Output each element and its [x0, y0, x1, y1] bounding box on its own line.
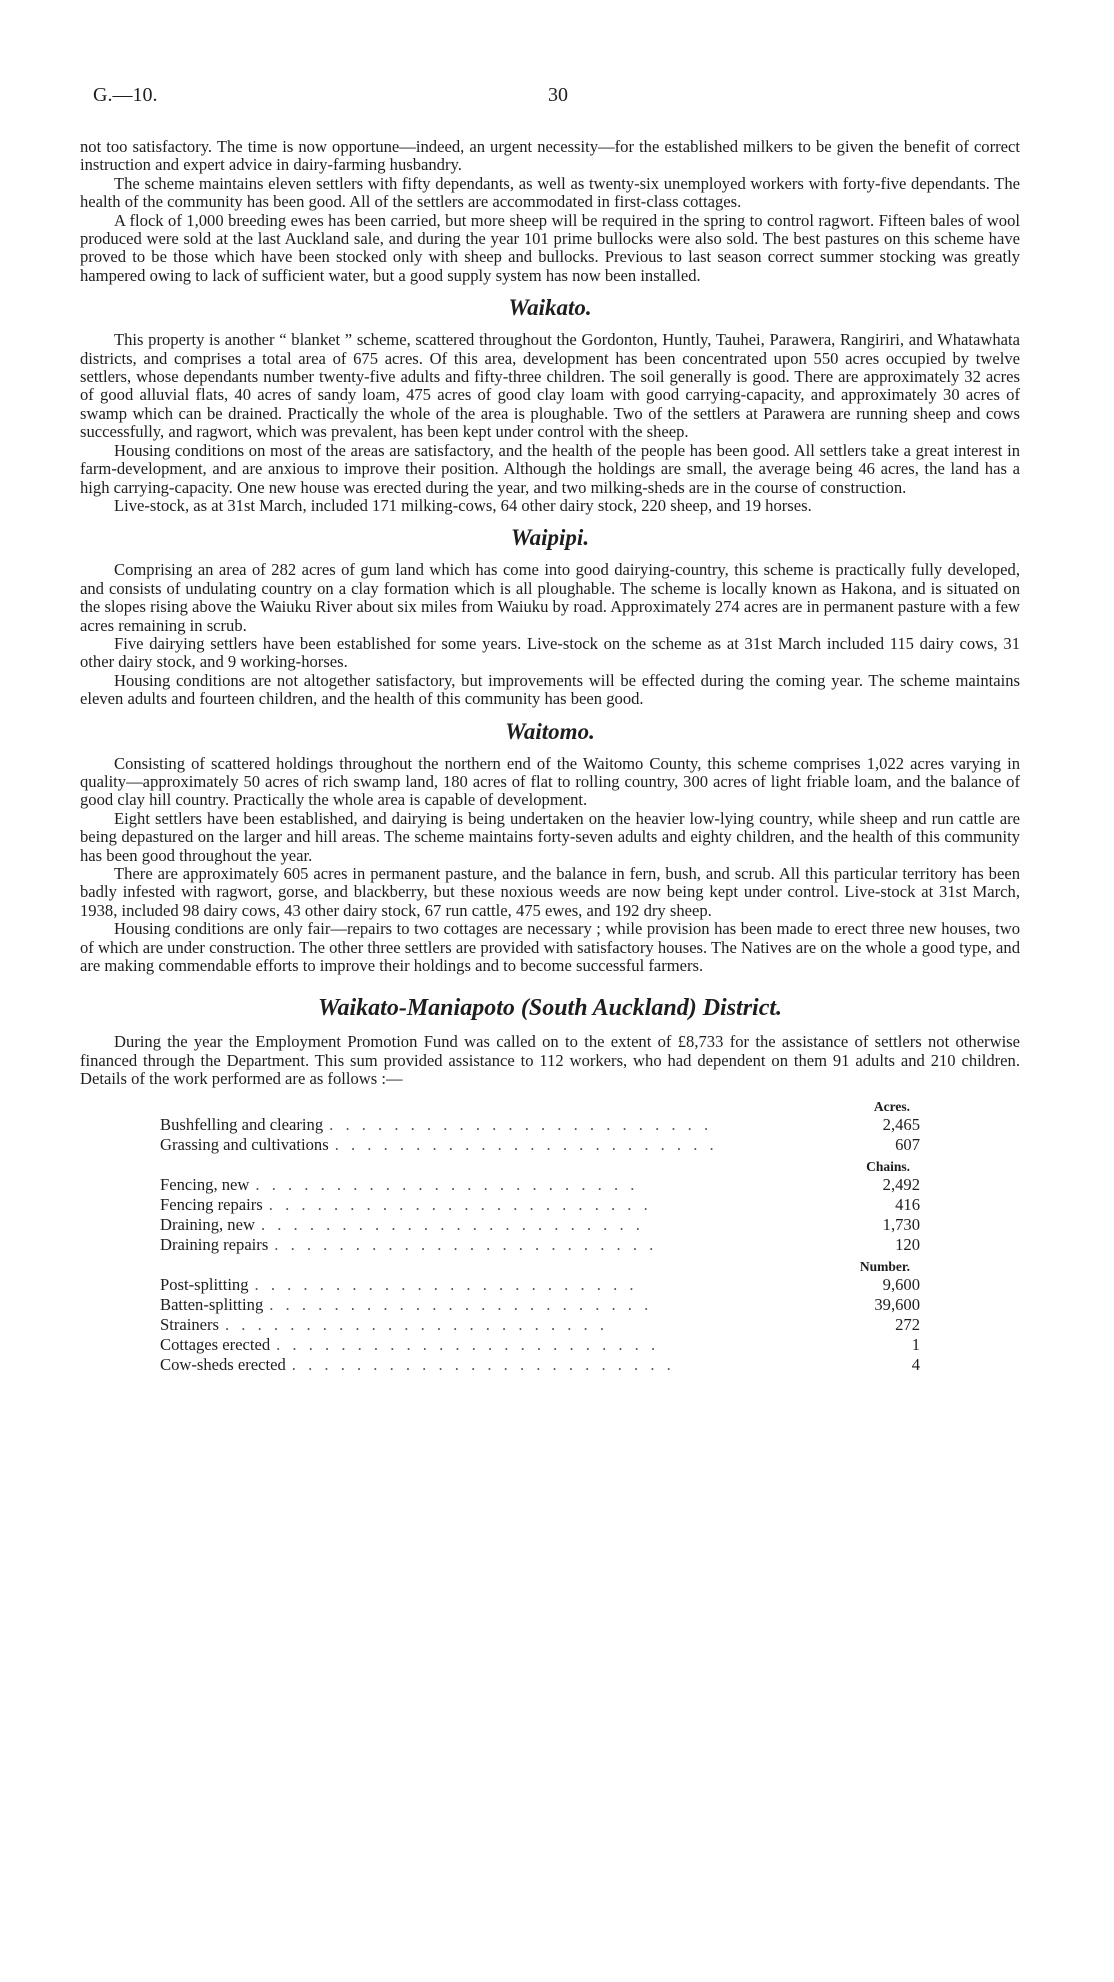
section-heading-waitomo: Waitomo. [505, 718, 595, 744]
works-group-number [160, 1259, 920, 1375]
works-group-acres [160, 1099, 920, 1155]
dot-leader [269, 1295, 822, 1315]
works-table [160, 1099, 920, 1375]
page-number: 30 [548, 84, 568, 106]
works-row-label: Fencing, new [160, 1174, 250, 1194]
intro-paragraph-2: The scheme maintains eleven settlers with fifty dependants, as well as twenty-six unemployed workers with forty-five dependants. The health of the community has been good. All of the settlers are accommodated in first-class cottages. [80, 173, 1020, 212]
works-row-label: Grassing and cultivations [160, 1134, 329, 1154]
works-row [160, 1275, 920, 1295]
works-row [160, 1315, 920, 1335]
works-row-label: Batten-splitting [160, 1294, 264, 1314]
dot-leader [276, 1335, 822, 1355]
dot-leader [261, 1215, 822, 1235]
works-row-label: Strainers [160, 1314, 219, 1334]
dot-leader [269, 1195, 822, 1215]
works-row-label: Fencing repairs [160, 1194, 263, 1214]
works-row-value: 272 [895, 1314, 920, 1334]
works-row [160, 1115, 920, 1135]
works-row-label: Post-splitting [160, 1274, 249, 1294]
works-row-value: 607 [895, 1134, 920, 1154]
running-header [93, 84, 1023, 114]
works-row-value: 416 [895, 1194, 920, 1214]
works-row-value: 120 [895, 1234, 920, 1254]
works-row [160, 1135, 920, 1155]
waitomo-paragraph-3: There are approximately 605 acres in permanent pasture, and the balance in fern, bush, and scrub. All this particular territory has been badly infested with ragwort, gorse, and blackberry, but these noxious weeds are now being kept under control. Live-stock at 31st March, 1938, included 98 dairy cows, 43 other dairy stock, 67 run cattle, 475 ewes, and 192 dry sheep. [80, 864, 1020, 920]
works-row [160, 1335, 920, 1355]
intro-paragraph-1: not too satisfactory. The time is now opportune—indeed, an urgent necessity—for the established milkers to be given the benefit of correct instruction and expert advice in dairy-farming husbandry. [80, 137, 1020, 175]
waipipi-paragraph-1: Comprising an area of 282 acres of gum land which has come into good dairying-country, this scheme is practically fully developed, and consists of undulating country on a clay formation which is all ploughable. The scheme is locally known as Hakona, and is situated on the slopes rising above the Waiuku River about six miles from Waiuku by road. Approximately 274 acres are in permanent pasture with a few acres remaining in scrub. [80, 560, 1020, 635]
waikato-paragraph-2: Housing conditions on most of the areas are satisfactory, and the health of the people has been good. All settlers take a great interest in farm-development, and are anxious to improve their position. Although the holdings are small, the average being 46 acres, the land has a high carrying-capacity. One new house was erected during the year, and two milking-sheds are in the course of construction. [80, 440, 1020, 497]
section-heading-waikato: Waikato. [508, 295, 592, 321]
waipipi-paragraph-3: Housing conditions are not altogether satisfactory, but improvements will be effected during the coming year. The scheme maintains eleven adults and fourteen children, and the health of this community has been good. [80, 670, 1020, 709]
works-row-label: Draining, new [160, 1214, 255, 1234]
works-row [160, 1215, 920, 1235]
works-row [160, 1195, 920, 1215]
works-group-chains [160, 1159, 920, 1255]
works-row-label: Draining repairs [160, 1234, 269, 1254]
intro-paragraph-3: A flock of 1,000 breeding ewes has been carried, but more sheep will be required in the spring to control ragwort. Fifteen bales of wool produced were sold at the last Auckland sale, and during the year 101 prime bullocks were also sold. The best pastures on this scheme have proved to be those which have been stocked only with sheep and bullocks. Previous to last season correct summer stocking was greatly hampered owing to lack of sufficient water, but a good supply system has now been installed. [80, 210, 1020, 285]
works-row-value: 9,600 [882, 1274, 920, 1294]
works-row-label: Cow-sheds erected [160, 1354, 286, 1374]
works-row [160, 1295, 920, 1315]
district-heading: Waikato-Maniapoto (South Auckland) District. [317, 995, 783, 1022]
dot-leader [335, 1135, 822, 1155]
waikato-paragraph-3: Live-stock, as at 31st March, included 171 milking-cows, 64 other dairy stock, 220 sheep, and 19 horses. [114, 495, 812, 515]
works-row-label: Bushfelling and clearing [160, 1114, 324, 1134]
body-text [80, 138, 1020, 1379]
works-row-value: 39,600 [874, 1294, 920, 1314]
dot-leader [255, 1275, 822, 1295]
dot-leader [329, 1115, 822, 1135]
waitomo-paragraph-2: Eight settlers have been established, and dairying is being undertaken on the heavier low-lying country, while sheep and run cattle are being depastured on the larger and hill areas. The scheme maintains forty-seven adults and eighty children, and the health of this community has been good throughout the year. [80, 808, 1020, 865]
works-row-value: 2,492 [882, 1174, 920, 1194]
works-row-value: 1 [911, 1334, 920, 1354]
waipipi-paragraph-2: Five dairying settlers have been established for some years. Live-stock on the scheme as at 31st March included 115 dairy cows, 31 other dairy stock, and 9 working-horses. [80, 633, 1020, 672]
dot-leader [255, 1175, 822, 1195]
waitomo-paragraph-1: Consisting of scattered holdings throughout the northern end of the Waitomo County, this scheme comprises 1,022 acres varying in quality—approximately 50 acres of rich swamp land, 180 acres of flat to rolling country, 300 acres of light friable loam, and the balance of good clay hill country. Practically the whole area is capable of development. [80, 753, 1020, 810]
works-row-label: Cottages erected [160, 1334, 271, 1354]
dot-leader [292, 1355, 822, 1375]
section-heading-waipipi: Waipipi. [510, 525, 590, 551]
works-row [160, 1235, 920, 1255]
district-paragraph: During the year the Employment Promotion Fund was called on to the extent of £8,733 for the assistance of settlers not otherwise financed through the Department. This sum provided assistance to 112 workers, who had dependent on them 91 adults and 210 children. Details of the work performed are as follows :— [80, 1032, 1020, 1089]
works-row [160, 1175, 920, 1195]
document-reference: G.—10. [93, 84, 158, 106]
waitomo-paragraph-4: Housing conditions are only fair—repairs to two cottages are necessary ; while provision has been made to erect three new houses, two of which are under construction. The other three settlers are provided with satisfactory houses. The Natives are on the whole a good type, and are making commendable efforts to improve their holdings and to become successful farmers. [80, 919, 1020, 976]
works-row-value: 2,465 [882, 1114, 920, 1134]
works-row-value: 1,730 [882, 1214, 920, 1234]
unit-header-chains: Chains. [866, 1158, 910, 1174]
works-row [160, 1355, 920, 1375]
waikato-paragraph-1: This property is another “ blanket ” scheme, scattered throughout the Gordonton, Huntly, Tauhei, Parawera, Rangiriri, and Whatawhata districts, and comprises a total area of 675 acres. Of this area, development has been concentrated upon 550 acres occupied by twelve settlers, whose dependants number twenty-five adults and fifty-three children. The soil generally is good. There are approximately 32 acres of good alluvial flats, 40 acres of sandy loam, 475 acres of good clay loam with good carrying-capacity, and approximately 30 acres of swamp which can be drained. Practically the whole of the area is ploughable. Two of the settlers at Parawera are running sheep and cows successfully, and ragwort, which was prevalent, has been kept under control with the sheep. [80, 330, 1020, 442]
unit-header-number: Number. [859, 1258, 910, 1274]
unit-header-acres: Acres. [873, 1098, 910, 1114]
dot-leader [225, 1315, 822, 1335]
works-row-value: 4 [911, 1354, 920, 1374]
dot-leader [274, 1235, 822, 1255]
